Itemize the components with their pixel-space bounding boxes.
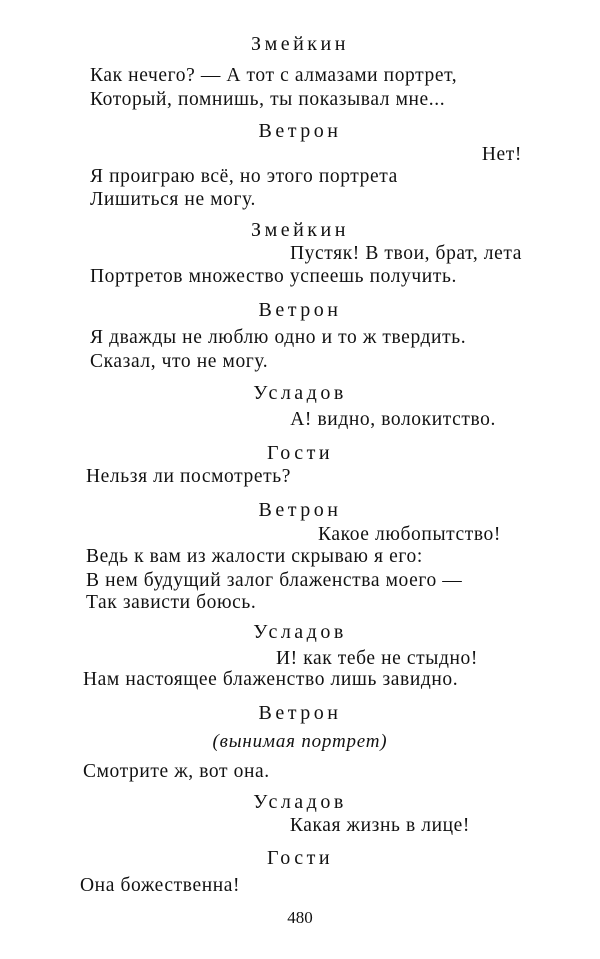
- speaker-zmeikin: Змейкин: [251, 33, 349, 55]
- verse-line: Лишиться не могу.: [90, 189, 256, 210]
- verse-line: Смотрите ж, вот она.: [83, 761, 270, 782]
- speaker-vetron: Ветрон: [258, 702, 342, 724]
- speaker-usladov: Усладов: [253, 621, 347, 643]
- verse-line: Она божественна!: [80, 875, 241, 896]
- verse-line: Так зависти боюсь.: [86, 592, 257, 613]
- speaker-vetron: Ветрон: [258, 499, 342, 521]
- verse-line: Я дважды не люблю одно и то ж твердить.: [90, 327, 467, 348]
- speaker-usladov: Усладов: [253, 791, 347, 813]
- verse-line: Я проиграю всё, но этого портрета: [90, 166, 398, 187]
- verse-line: Портретов множество успеешь получить.: [90, 266, 457, 287]
- page-number: 480: [287, 908, 313, 927]
- verse-line: Пустяк! В твои, брат, лета: [289, 243, 522, 264]
- speaker-vetron: Ветрон: [258, 120, 342, 142]
- speaker-gosti: Гости: [266, 847, 334, 869]
- verse-line: Как нечего? — А тот с алмазами портрет,: [90, 65, 458, 86]
- verse-line: Какая жизнь в лице!: [289, 815, 470, 836]
- verse-line: Какое любопытство!: [318, 524, 501, 545]
- verse-line: Сказал, что не могу.: [90, 351, 269, 372]
- speaker-usladov: Усладов: [253, 382, 347, 404]
- verse-line: А! видно, волокитство.: [290, 409, 496, 430]
- verse-line: В нем будущий залог блаженства моего —: [86, 570, 463, 591]
- speaker-zmeikin: Змейкин: [251, 219, 349, 241]
- speaker-gosti: Гости: [266, 442, 334, 464]
- verse-line: Ведь к вам из жалости скрываю я его:: [86, 546, 423, 567]
- verse-line: И! как тебе не стыдно!: [275, 648, 478, 669]
- verse-line: Который, помнишь, ты показывал мне...: [90, 89, 446, 110]
- speaker-vetron: Ветрон: [258, 299, 342, 321]
- verse-line: Нет!: [481, 144, 522, 165]
- verse-line: Нельзя ли посмотреть?: [86, 466, 291, 487]
- stage-direction: (вынимая портрет): [212, 731, 388, 752]
- verse-line: Нам настоящее блаженство лишь завидно.: [83, 669, 459, 690]
